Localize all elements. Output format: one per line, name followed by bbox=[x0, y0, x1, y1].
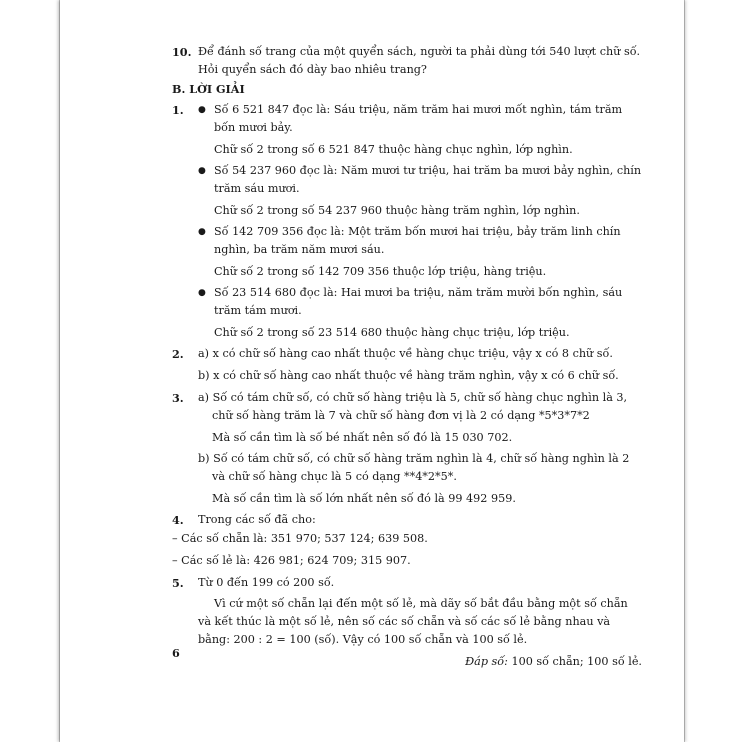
part-b-note: Mà số cần tìm là số lớn nhất nên số đó là 99 492 959. bbox=[212, 492, 516, 505]
bullet-note: Chữ số 2 trong số 6 521 847 thuộc hàng chục nghìn, lớp nghìn. bbox=[214, 143, 573, 156]
page-content bbox=[172, 43, 642, 672]
solution-1 bbox=[172, 101, 642, 342]
part-a-note: Mà số cần tìm là số bé nhất nên số đó là 15 030 702. bbox=[212, 431, 513, 444]
bullet-item: ● Số 54 237 960 đọc là: Năm mươi tư triệu, hai trăm ba mươi bảy nghìn, chín trăm sáu mươi. bbox=[198, 162, 642, 198]
solution-number: 4. bbox=[172, 513, 184, 527]
bullet-note: Chữ số 2 trong số 142 709 356 thuộc lớp triệu, hàng triệu. bbox=[214, 265, 547, 278]
bullet-note: Chữ số 2 trong số 23 514 680 thuộc hàng chục triệu, lớp triệu. bbox=[214, 326, 570, 339]
exercise-10 bbox=[172, 43, 642, 79]
exercise-text: Để đánh số trang của một quyển sách, người ta phải dùng tới 540 lượt chữ số. Hỏi quyển sách đó dày bao nhiêu trang? bbox=[198, 45, 641, 76]
exercise-number: 10. bbox=[172, 45, 192, 59]
final-answer bbox=[198, 653, 642, 671]
bullet-item: ● Số 6 521 847 đọc là: Sáu triệu, năm trăm hai mươi mốt nghìn, tám trăm bốn mươi bảy. bbox=[198, 101, 642, 137]
solution-4 bbox=[172, 511, 642, 529]
answer-label: Đáp số: bbox=[465, 655, 508, 668]
part-a: a) x có chữ số hàng cao nhất thuộc về hàng chục triệu, vậy x có 8 chữ số. bbox=[198, 347, 613, 360]
solution-number: 2. bbox=[172, 347, 184, 361]
part-b: b) Số có tám chữ số, có chữ số hàng trăm nghìn là 4, chữ số hàng nghìn là 2 và chữ số hàng chục là 5 có dạng **4*2*5*. bbox=[198, 452, 630, 483]
solution-number: 1. bbox=[172, 103, 184, 117]
explanation-paragraph: Vì cứ một số chẵn lại đến một số lẻ, mà dãy số bắt đầu bằng một số chẵn và kết thúc là một số lẻ, nên số các số chẵn và số các số lẻ bằng nhau và bằng: 200 : 2 = 100 (số). Vậy có 100 số chẵn và 100 số lẻ. bbox=[198, 597, 628, 646]
solution-number: 3. bbox=[172, 391, 184, 405]
solution-number: 5. bbox=[172, 576, 184, 590]
solution-5 bbox=[172, 574, 642, 671]
solution-2 bbox=[172, 345, 642, 385]
intro-text: Từ 0 đến 199 có 200 số. bbox=[198, 576, 335, 589]
page-number: 6 bbox=[172, 646, 180, 660]
part-a: a) Số có tám chữ số, có chữ số hàng triệu là 5, chữ số hàng chục nghìn là 3, chữ số hàng trăm là 7 và chữ số hàng đơn vị là 2 có dạng *5*3*7*2 bbox=[198, 391, 628, 422]
book-page bbox=[60, 0, 684, 742]
bullet-item: ● Số 142 709 356 đọc là: Một trăm bốn mươi hai triệu, bảy trăm linh chín nghìn, ba trăm năm mươi sáu. bbox=[198, 223, 642, 259]
bullet-note: Chữ số 2 trong số 54 237 960 thuộc hàng trăm nghìn, lớp nghìn. bbox=[214, 204, 580, 217]
odd-numbers-line: – Các số lẻ là: 426 981; 624 709; 315 907. bbox=[172, 554, 411, 567]
intro-text: Trong các số đã cho: bbox=[198, 513, 316, 526]
even-numbers-line: – Các số chẵn là: 351 970; 537 124; 639 508. bbox=[172, 532, 428, 545]
answer-value: 100 số chẵn; 100 số lẻ. bbox=[507, 655, 642, 668]
solution-3 bbox=[172, 389, 642, 508]
part-b: b) x có chữ số hàng cao nhất thuộc về hàng trăm nghìn, vậy x có 6 chữ số. bbox=[198, 369, 619, 382]
bullet-item: ● Số 23 514 680 đọc là: Hai mươi ba triệu, năm trăm mười bốn nghìn, sáu trăm tám mươi. bbox=[198, 284, 642, 320]
section-title: B. LỜI GIẢI bbox=[172, 82, 245, 96]
